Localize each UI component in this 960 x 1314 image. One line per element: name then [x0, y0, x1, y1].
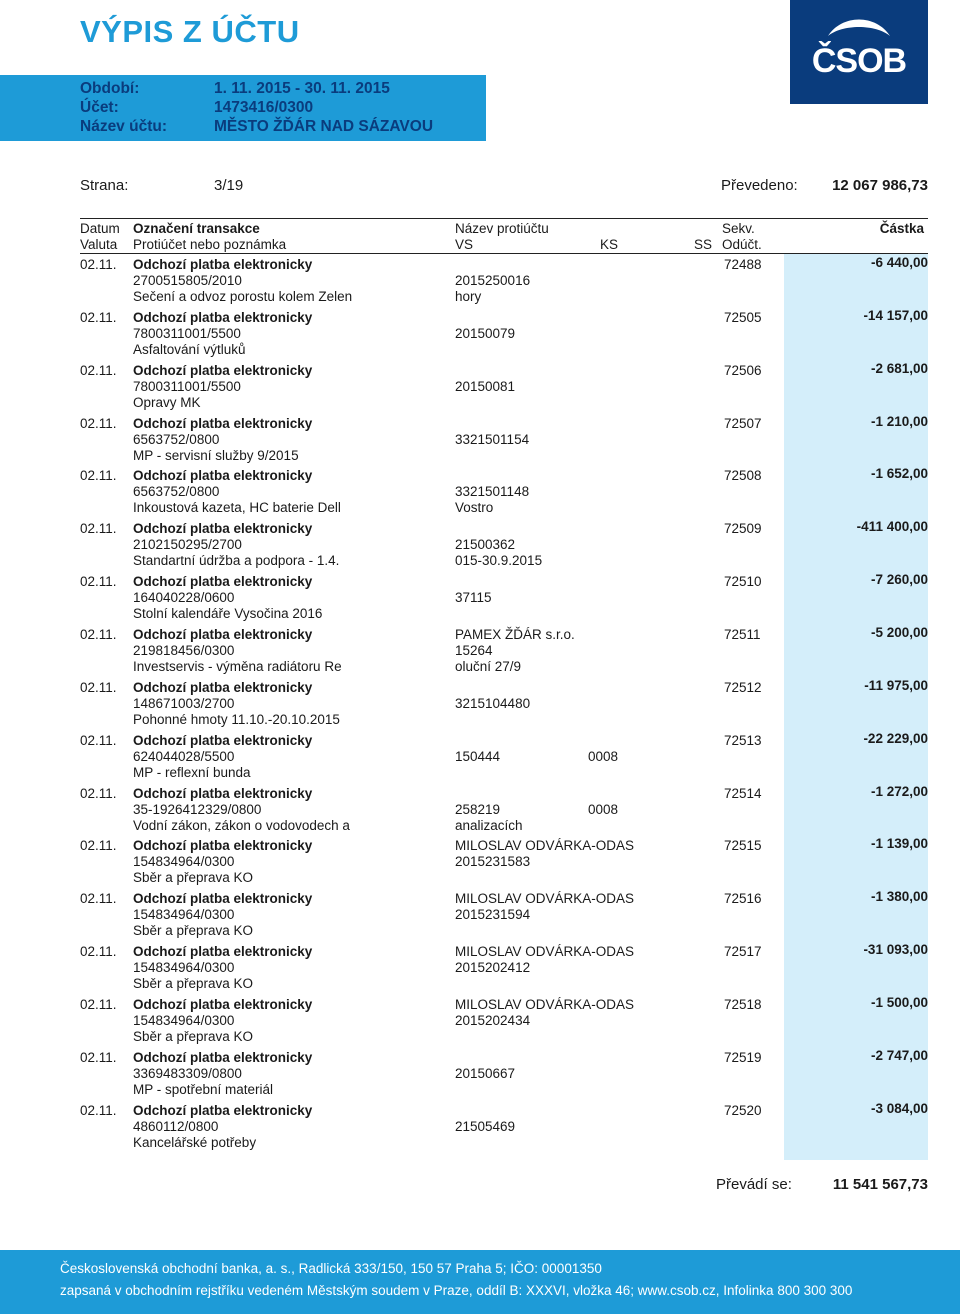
- tx-seq: 72518: [724, 997, 762, 1012]
- carried-label: Převedeno:: [721, 177, 798, 194]
- tx-type: Odchozí platba elektronicky: [133, 257, 313, 272]
- tx-date: 02.11.: [80, 891, 117, 906]
- tx-name2: 2015231583: [455, 854, 531, 869]
- col-header-ss: SS: [694, 237, 713, 252]
- tx-date: 02.11.: [80, 310, 117, 325]
- tx-amount: -1 500,00: [870, 995, 928, 1010]
- footer-line-1: Československá obchodní banka, a. s., Radlická 333/150, 150 57 Praha 5; IČO: 00001350: [60, 1261, 602, 1276]
- tx-note: Standartní údržba a podpora - 1.4.: [133, 553, 340, 568]
- tx-note: MP - spotřební materiál: [133, 1082, 274, 1097]
- tx-name2: 2015202412: [455, 960, 531, 975]
- tx-amount: -2 681,00: [870, 361, 928, 376]
- transaction-row: [0, 627, 960, 680]
- tx-name1: MILOSLAV ODVÁRKA-ODAS: [455, 944, 635, 959]
- tx-name1: MILOSLAV ODVÁRKA-ODAS: [455, 838, 635, 853]
- tx-account: 154834964/0300: [133, 960, 235, 975]
- tx-date: 02.11.: [80, 521, 117, 536]
- tx-note: Asfaltování výtluků: [133, 342, 246, 357]
- tx-seq: 72488: [724, 257, 762, 272]
- tx-date: 02.11.: [80, 997, 117, 1012]
- tx-name2: 3215104480: [455, 696, 531, 711]
- tx-account: 2102150295/2700: [133, 537, 242, 552]
- transaction-row: [0, 468, 960, 521]
- tx-account: 7800311001/5500: [133, 379, 241, 394]
- tx-note: Opravy MK: [133, 395, 201, 410]
- tx-name3: 015-30.9.2015: [455, 553, 543, 568]
- tx-account: 154834964/0300: [133, 1013, 235, 1028]
- tx-account: 624044028/5500: [133, 749, 235, 764]
- tx-name2: 20150079: [455, 326, 516, 341]
- page-title: VÝPIS Z ÚČTU: [80, 14, 300, 49]
- info-value: 1. 11. 2015 - 30. 11. 2015: [214, 80, 390, 97]
- col-header-sekv: Sekv.: [722, 221, 755, 236]
- tx-amount: -1 272,00: [870, 784, 928, 799]
- tx-date: 02.11.: [80, 838, 117, 853]
- tx-type: Odchozí platba elektronicky: [133, 786, 313, 801]
- transaction-row: [0, 680, 960, 733]
- transaction-row: [0, 891, 960, 944]
- tx-type: Odchozí platba elektronicky: [133, 310, 313, 325]
- tx-date: 02.11.: [80, 363, 117, 378]
- col-header-nazev: Název protiúčtu: [455, 221, 549, 236]
- tx-note: Stolní kalendáře Vysočina 2016: [133, 606, 323, 621]
- tx-account: 3369483309/0800: [133, 1066, 242, 1081]
- tx-type: Odchozí platba elektronicky: [133, 891, 313, 906]
- tx-name2: 20150667: [455, 1066, 516, 1081]
- logo-text: ČSOB: [811, 42, 907, 80]
- tx-amount: -7 260,00: [870, 572, 928, 587]
- tx-date: 02.11.: [80, 786, 117, 801]
- tx-amount: -2 747,00: [870, 1048, 928, 1063]
- tx-note: Pohonné hmoty 11.10.-20.10.2015: [133, 712, 340, 727]
- tx-amount: -1 380,00: [870, 889, 928, 904]
- tx-seq: 72515: [724, 838, 762, 853]
- page-label: Strana:: [80, 177, 129, 194]
- tx-type: Odchozí platba elektronicky: [133, 363, 313, 378]
- transaction-row: [0, 733, 960, 786]
- col-header-ks: KS: [600, 237, 619, 252]
- transaction-row: [0, 363, 960, 416]
- col-header-vs: VS: [455, 237, 474, 252]
- info-label: Období:: [80, 80, 140, 97]
- tx-type: Odchozí platba elektronicky: [133, 416, 313, 431]
- tx-amount: -5 200,00: [870, 625, 928, 640]
- tx-type: Odchozí platba elektronicky: [133, 680, 313, 695]
- tx-amount: -31 093,00: [863, 942, 928, 957]
- tx-account: 6563752/0800: [133, 432, 220, 447]
- tx-note: Inkoustová kazeta, HC baterie Dell: [133, 500, 341, 515]
- total-value: 11 541 567,73: [832, 1176, 928, 1193]
- total-label: Převádí se:: [716, 1176, 792, 1193]
- col-header-valuta: Valuta: [80, 237, 118, 252]
- tx-date: 02.11.: [80, 1050, 117, 1065]
- tx-account: 7800311001/5500: [133, 326, 241, 341]
- tx-name2: 2015250016: [455, 273, 531, 288]
- tx-name2: 21500362: [455, 537, 516, 552]
- tx-date: 02.11.: [80, 468, 117, 483]
- tx-account: 154834964/0300: [133, 854, 235, 869]
- tx-date: 02.11.: [80, 574, 117, 589]
- tx-ks: 0008: [588, 802, 619, 817]
- tx-account: 164040228/0600: [133, 590, 235, 605]
- tx-date: 02.11.: [80, 733, 117, 748]
- tx-name1: MILOSLAV ODVÁRKA-ODAS: [455, 997, 635, 1012]
- tx-name2: 3321501154: [455, 432, 530, 447]
- tx-name3: oluční 27/9: [455, 659, 522, 674]
- info-value: 1473416/0300: [214, 99, 314, 116]
- tx-seq: 72510: [724, 574, 762, 589]
- tx-seq: 72505: [724, 310, 762, 325]
- info-label: Účet:: [80, 99, 119, 116]
- info-label: Název účtu:: [80, 118, 167, 135]
- tx-date: 02.11.: [80, 680, 117, 695]
- tx-name2: 21505469: [455, 1119, 516, 1134]
- tx-name2: 15264: [455, 643, 493, 658]
- tx-amount: -1 210,00: [870, 414, 928, 429]
- transaction-row: [0, 1050, 960, 1103]
- tx-account: 219818456/0300: [133, 643, 235, 658]
- tx-note: Sečení a odvoz porostu kolem Zelen: [133, 289, 353, 304]
- tx-type: Odchozí platba elektronicky: [133, 627, 313, 642]
- tx-seq: 72507: [724, 416, 762, 431]
- footer-line-2: zapsaná v obchodním rejstříku vedeném Městským soudem v Praze, oddíl B: XXXVI, vložka 46; www.csob.cz, Infolinka 800 300 300: [60, 1283, 853, 1298]
- tx-note: Sběr a přeprava KO: [133, 870, 254, 885]
- tx-name2: 20150081: [455, 379, 516, 394]
- tx-type: Odchozí platba elektronicky: [133, 997, 313, 1012]
- transaction-row: [0, 1103, 960, 1156]
- page-value: 3/19: [214, 177, 244, 194]
- tx-note: Sběr a přeprava KO: [133, 976, 254, 991]
- tx-type: Odchozí platba elektronicky: [133, 1050, 313, 1065]
- tx-amount: -411 400,00: [856, 519, 928, 534]
- tx-amount: -11 975,00: [864, 678, 928, 693]
- tx-name2: 37115: [455, 590, 492, 605]
- tx-name2: 258219: [455, 802, 501, 817]
- tx-name2: 2015202434: [455, 1013, 531, 1028]
- tx-name3: Vostro: [455, 500, 494, 515]
- tx-account: 6563752/0800: [133, 484, 220, 499]
- tx-type: Odchozí platba elektronicky: [133, 1103, 313, 1118]
- col-header-datum: Datum: [80, 221, 120, 236]
- tx-seq: 72519: [724, 1050, 762, 1065]
- tx-note: Kancelářské potřeby: [133, 1135, 257, 1150]
- tx-account: 148671003/2700: [133, 696, 235, 711]
- col-header-oznaceni: Označení transakce: [133, 221, 260, 236]
- tx-name2: 3321501148: [455, 484, 530, 499]
- tx-note: Vodní zákon, zákon o vodovodech a: [133, 818, 350, 833]
- tx-seq: 72513: [724, 733, 762, 748]
- tx-seq: 72511: [724, 627, 761, 642]
- tx-name3: hory: [455, 289, 482, 304]
- tx-seq: 72506: [724, 363, 762, 378]
- tx-seq: 72520: [724, 1103, 762, 1118]
- transaction-row: [0, 997, 960, 1050]
- tx-type: Odchozí platba elektronicky: [133, 733, 313, 748]
- tx-account: 35-1926412329/0800: [133, 802, 262, 817]
- tx-seq: 72516: [724, 891, 762, 906]
- transaction-row: [0, 521, 960, 574]
- tx-account: 2700515805/2010: [133, 273, 242, 288]
- header-rule-top: [80, 218, 928, 219]
- tx-name1: PAMEX ŽĎÁR s.r.o.: [455, 627, 575, 642]
- tx-amount: -6 440,00: [870, 255, 928, 270]
- tx-type: Odchozí platba elektronicky: [133, 944, 313, 959]
- tx-amount: -14 157,00: [863, 308, 928, 323]
- tx-amount: -1 139,00: [870, 836, 928, 851]
- tx-note: MP - servisní služby 9/2015: [133, 448, 299, 463]
- tx-type: Odchozí platba elektronicky: [133, 574, 313, 589]
- col-header-oduct: Odúčt.: [722, 237, 762, 252]
- transaction-row: [0, 416, 960, 469]
- transaction-row: [0, 786, 960, 839]
- tx-name3: analizacích: [455, 818, 523, 833]
- transaction-row: [0, 574, 960, 627]
- transaction-row: [0, 257, 960, 310]
- col-header-castka: Částka: [879, 221, 924, 236]
- tx-seq: 72509: [724, 521, 762, 536]
- tx-account: 4860112/0800: [133, 1119, 219, 1134]
- tx-account: 154834964/0300: [133, 907, 235, 922]
- info-value: MĚSTO ŽĎÁR NAD SÁZAVOU: [214, 118, 434, 135]
- tx-name2: 2015231594: [455, 907, 531, 922]
- tx-note: MP - reflexní bunda: [133, 765, 251, 780]
- tx-date: 02.11.: [80, 1103, 117, 1118]
- col-header-protiucet: Protiúčet nebo poznámka: [133, 237, 287, 252]
- tx-note: Sběr a přeprava KO: [133, 923, 254, 938]
- tx-date: 02.11.: [80, 416, 117, 431]
- footer: [0, 1250, 960, 1314]
- tx-type: Odchozí platba elektronicky: [133, 838, 313, 853]
- transaction-row: [0, 310, 960, 363]
- tx-note: Investservis - výměna radiátoru Re: [133, 659, 342, 674]
- tx-note: Sběr a přeprava KO: [133, 1029, 254, 1044]
- tx-seq: 72512: [724, 680, 762, 695]
- tx-ks: 0008: [588, 749, 619, 764]
- tx-seq: 72508: [724, 468, 762, 483]
- tx-amount: -3 084,00: [870, 1101, 928, 1116]
- tx-type: Odchozí platba elektronicky: [133, 468, 313, 483]
- logo-wave-icon: [824, 10, 894, 42]
- tx-type: Odchozí platba elektronicky: [133, 521, 313, 536]
- transaction-row: [0, 944, 960, 997]
- tx-date: 02.11.: [80, 627, 117, 642]
- tx-date: 02.11.: [80, 257, 117, 272]
- tx-amount: -22 229,00: [863, 731, 928, 746]
- csob-logo: [790, 0, 928, 104]
- tx-seq: 72514: [724, 786, 762, 801]
- tx-name1: MILOSLAV ODVÁRKA-ODAS: [455, 891, 635, 906]
- tx-name2: 150444: [455, 749, 501, 764]
- tx-amount: -1 652,00: [870, 466, 928, 481]
- tx-seq: 72517: [724, 944, 762, 959]
- tx-date: 02.11.: [80, 944, 117, 959]
- carried-value: 12 067 986,73: [832, 177, 928, 194]
- transaction-row: [0, 838, 960, 891]
